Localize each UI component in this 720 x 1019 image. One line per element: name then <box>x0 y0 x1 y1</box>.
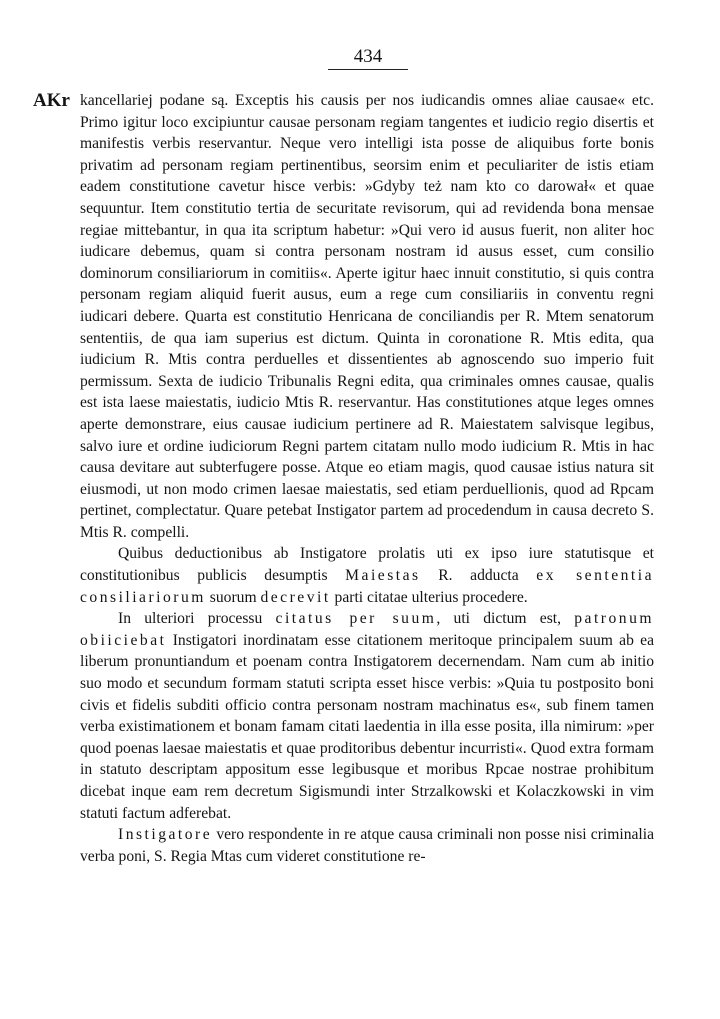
spaced-text: Instigatore <box>118 826 213 844</box>
margin-note: AKr <box>33 90 70 111</box>
paragraph <box>80 543 654 608</box>
spaced-text: patronum obiiciebat <box>80 610 654 649</box>
text-run: Instigatori inordinatam esse citationem meritoque principalem suum ab ea liberum pronuntiandum et poenam contra Instigatorem decernendam. Nam cum ab initio suo modo et secundum formam statuti scripta esset hisce verbis: »Quia tu postposito boni civis et fidelis subditi officio contra personam nostram machinatus es«, sub finem tamen verba existimationem et bonam famam citati laedentia in illa esse posita, illa nimirum: »per quod poenas laesae maiestatis et quae proditoribus debentur incurristi«. Quod extra formam in statuto descriptam appositum esse legibusque et moribus Rpcae nostrae prohibitum dicebat inque eam rem decretum Sigismundi inter Strzalkowski et Kolaczkowski in vim statuti factum adferebat. <box>80 631 654 822</box>
text-run: , uti dictum est, <box>436 610 575 628</box>
text-run: suorum <box>205 588 261 606</box>
text-run: R. adducta <box>420 567 537 585</box>
spaced-text: citatus per suum <box>275 610 437 628</box>
spaced-text: decrevit <box>260 588 331 606</box>
spaced-text: ex sententia consiliariorum <box>80 567 655 606</box>
page-number: 434 <box>328 46 408 70</box>
paragraph <box>80 824 654 867</box>
body-text <box>80 90 654 867</box>
text-run: Quibus deductionibus ab Instigatore prolatis uti ex ipso iure statutisque et constitutionibus publicis desumptis <box>80 545 654 585</box>
paragraph <box>80 608 654 824</box>
text-run: kancellariej podane są. Exceptis his causis per nos iudicandis omnes aliae causae« etc. Primo igitur loco excipiuntur causae personam regiam tangentes et iudicio regio disertis et manifestis verbis reservantur. Neque vero intelligi ista posse de aliquibus forte bonis privatim ad personam regiam pertinentibus, seorsim enim et peculiariter de istis etiam eadem constitutione cavetur hisce verbis: »Gdyby też nam kto co darował« et quae sequuntur. Item constitutio tertia de securitate revisorum, qui ad revidenda bona mensae regiae mittebantur, in qua ita scriptum habetur: »Qui vero id ausus fuerit, non aliter hoc iudicare debemus, quam si contra personam nostram id ausus esset, cum consilio dominorum consiliariorum in comitiis«. Aperte igitur haec innuit constitutio, si quis contra personam regiam aliquid fuerit ausus, eum a rege cum consiliariis in conventu regni iudicari debere. Quarta est constitutio Henricana de conciliandis per R. Mtem senatorum sententiis, de qua iam superius est dictum. Quinta in coronatione R. Mtis edita, qua iudicium R. Mtis contra perduelles et dissentientes ab agnoscendo suo imperio fuit permissum. Sexta de iudicio Tribunalis Regni edita, qua criminales omnes causae, qualis est ista laese maiestatis, iudicio Mtis R. reservantur. Has constitutiones atque leges omnes aperte demonstrare, eius causae iudicium pertinere ad R. Maiestatem salvisque legibus, salvo iure et ordine iudiciorum Regni partem citatam nullo modo iudicium R. Mtis in hac causa devitare aut subterfugere posse. Atque eo etiam magis, quod causae istius natura sit eiusmodi, ut non modo crimen laesae maiestatis, sed etiam perduellionis, quod ad Rpcam pertinet, complectatur. Quare petebat Instigator partem ad procedendum in causa decreto S. Mtis R. compelli. <box>80 92 654 541</box>
text-run: vero respondente in re atque causa criminali non posse nisi criminalia verba poni, S. Regia Mtas cum videret constitutione re- <box>80 826 654 865</box>
text-run: In ulteriori processu <box>118 610 276 628</box>
paragraph <box>80 90 654 543</box>
spaced-text: Maiestas <box>345 567 421 585</box>
text-run: parti citatae ulterius procedere. <box>330 588 528 606</box>
